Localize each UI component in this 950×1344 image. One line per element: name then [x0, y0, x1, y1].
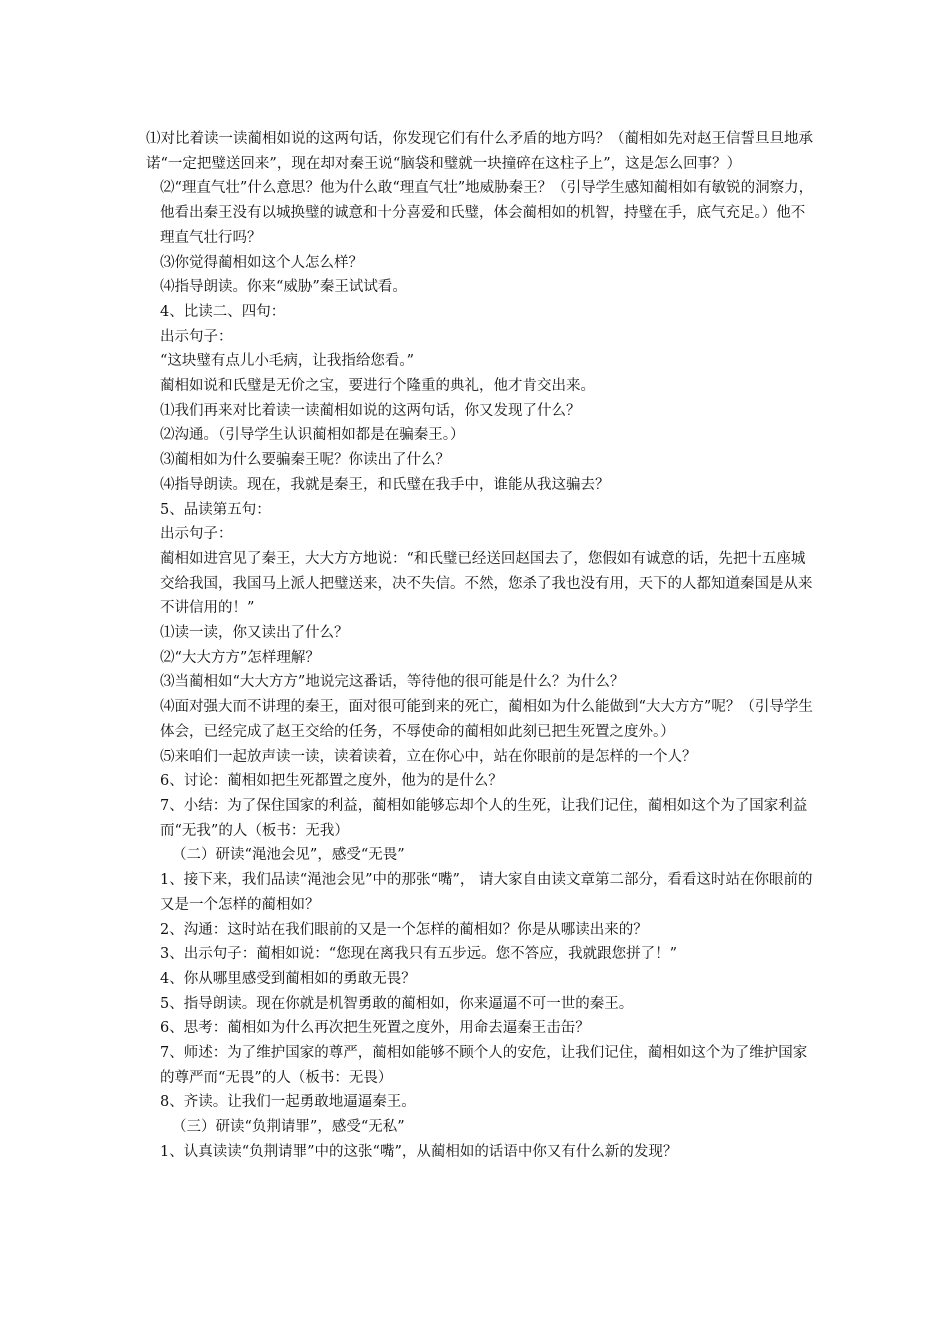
- paragraph: 5、品读第五句：: [160, 501, 271, 518]
- paragraph: 5、指导朗读。现在你就是机智勇敢的蔺相如，你来逼逼不可一世的秦王。: [160, 995, 634, 1012]
- paragraph: 1、接下来，我们品读“渑池会见”中的那张“嘴”， 请大家自由读文章第二部分，看看这时站在你眼前的又是一个怎样的蔺相如？: [160, 872, 813, 913]
- paragraph: 7、小结：为了保住国家的利益，蔺相如能够忘却个人的生死，让我们记住，蔺相如这个为了国家利益而“无我”的人（板书：无我）: [160, 797, 808, 839]
- paragraph: 2、沟通：这时站在我们眼前的又是一个怎样的蔺相如？你是从哪读出来的？: [160, 921, 648, 938]
- paragraph: 出示句子：: [160, 328, 233, 345]
- paragraph: 6、思考：蔺相如为什么再次把生死置之度外，用命去逼秦王击缶？: [160, 1020, 590, 1037]
- paragraph: 7、师述：为了维护国家的尊严，蔺相如能够不顾个人的安危，让我们记住，蔺相如这个为了维护国家的尊严而“无畏”的人（板书：无畏）: [160, 1045, 808, 1086]
- paragraph: ⑴读一读，你又读出了什么？: [160, 625, 349, 642]
- paragraph: ⑷指导朗读。现在，我就是秦王，和氏璧在我手中，谁能从我这骗去？: [160, 476, 610, 493]
- paragraph: ⑶你觉得蔺相如这个人怎么样？: [160, 254, 363, 271]
- paragraph: ⑴对比着读一读蔺相如说的这两句话，你发现它们有什么矛盾的地方吗？（蔺相如先对赵王信誓旦旦地承诺“一定把璧送回来”，现在却对秦王说“脑袋和璧就一块撞碎在这柱子上”，这是怎么回事？）: [146, 131, 813, 172]
- paragraph: 6、讨论：蔺相如把生死都置之度外，他为的是什么？: [160, 773, 503, 790]
- paragraph: ⑶蔺相如为什么要骗秦王呢？你读出了什么？: [160, 452, 450, 469]
- paragraph: “这块璧有点儿小毛病，让我指给您看。”: [160, 353, 415, 370]
- paragraph: 出示句子：: [160, 526, 233, 543]
- paragraph: ⑵沟通。（引导学生认识蔺相如都是在骗秦王。）: [160, 427, 465, 444]
- paragraph: 3、出示句子：蔺相如说：“您现在离我只有五步远。您不答应，我就跟您拼了！”: [160, 946, 678, 963]
- paragraph: ⑵“大大方方”怎样理解？: [160, 649, 320, 666]
- paragraph: 8、齐读。让我们一起勇敢地逼逼秦王。: [160, 1094, 416, 1111]
- paragraph: 蔺相如说和氏璧是无价之宝，要进行个隆重的典礼，他才肯交出来。: [160, 378, 595, 395]
- paragraph: ⑶当蔺相如“大大方方”地说完这番话，等待他的很可能是什么？为什么？: [160, 674, 625, 691]
- paragraph: ⑸来咱们一起放声读一读，读着读着，立在你心中，站在你眼前的是怎样的一个人？: [160, 748, 697, 765]
- section-heading: （三）研读“负荆请罪”，感受“无私”: [172, 1119, 405, 1136]
- paragraph: 1、认真读读“负荆请罪”中的这张“嘴”，从蔺相如的话语中你又有什么新的发现？: [160, 1143, 678, 1160]
- paragraph: ⑷面对强大而不讲理的秦王，面对很可能到来的死亡，蔺相如为什么能做到“大大方方”呢？（引导学生体会，已经完成了赵王交给的任务，不辱使命的蔺相如此刻已把生死置之度外。）: [160, 699, 813, 740]
- document-body: [146, 127, 814, 1165]
- paragraph: ⑵“理直气壮”什么意思？他为什么敢“理直气壮”地威胁秦王？（引导学生感知蔺相如有敏锐的洞察力，他看出秦王没有以城换璧的诚意和十分喜爱和氏璧，体会蔺相如的机智，持璧在手，底气充足。）他不理直气壮行吗？: [160, 180, 814, 246]
- paragraph: ⑷指导朗读。你来“威胁”秦王试试看。: [160, 279, 407, 296]
- paragraph: 4、比读二、四句：: [160, 303, 286, 320]
- paragraph: 蔺相如进宫见了秦王，大大方方地说：“和氏璧已经送回赵国去了，您假如有诚意的话，先把十五座城交给我国，我国马上派人把璧送来，决不失信。不然，您杀了我也没有用，天下的人都知道秦国是从来不讲信用的！”: [160, 550, 813, 617]
- section-heading: （二）研读“渑池会见”，感受“无畏”: [172, 847, 405, 864]
- paragraph: ⑴我们再来对比着读一读蔺相如说的这两句话，你又发现了什么？: [160, 402, 581, 419]
- paragraph: 4、你从哪里感受到蔺相如的勇敢无畏？: [160, 970, 416, 987]
